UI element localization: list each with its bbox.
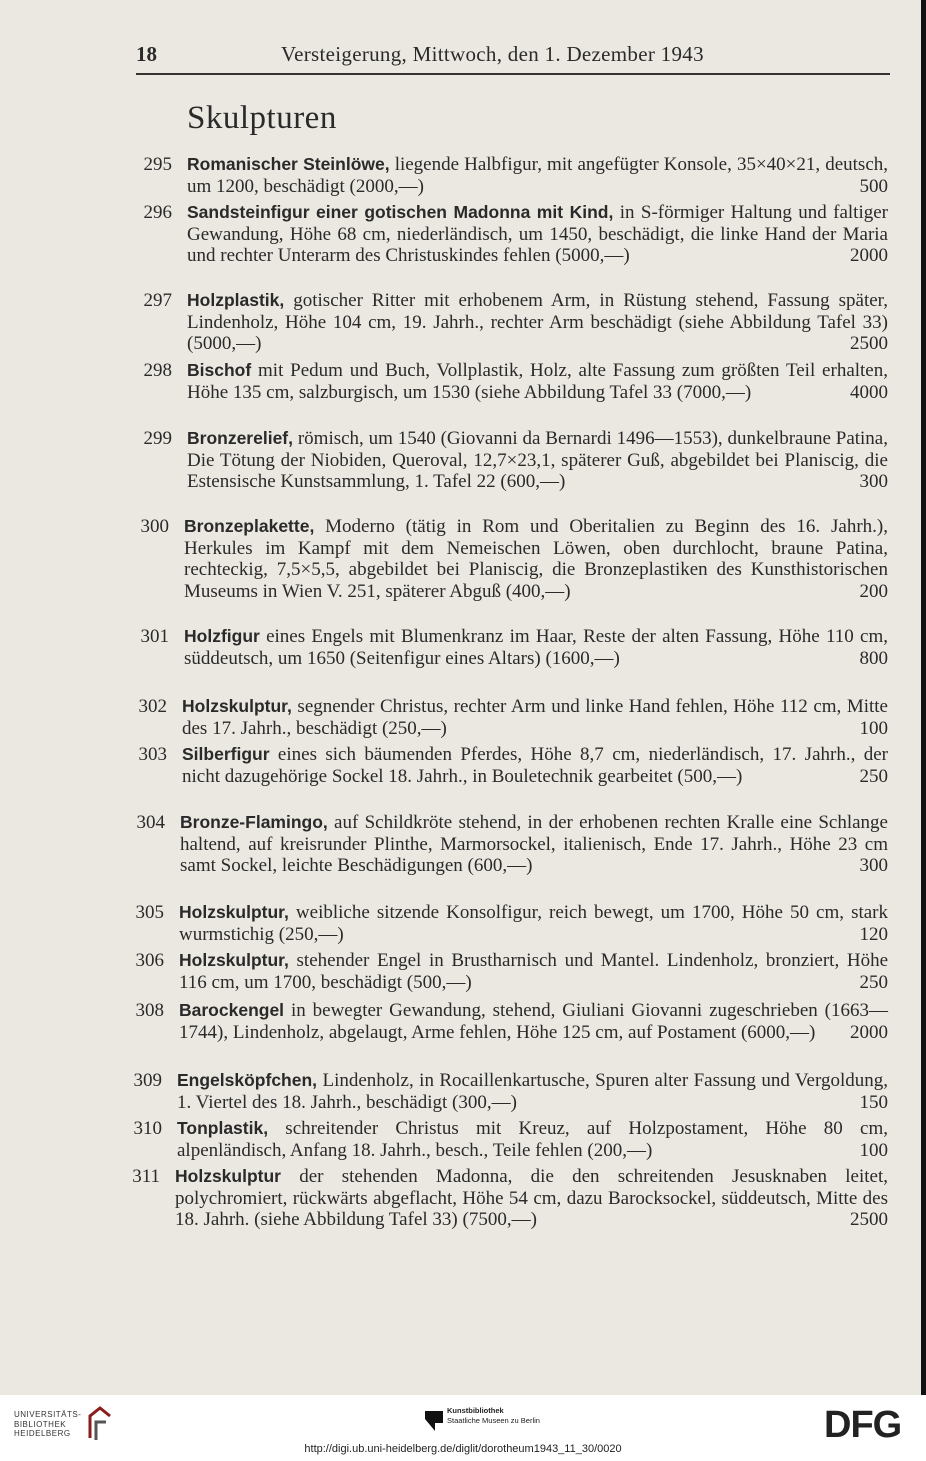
entry-text: weibliche sitzende Konsolfigur, reich bewegt, um 1700, Höhe 50 cm, stark wurmstichig (250,—) [179,902,888,945]
entry-description [187,360,888,403]
entry-title: Holzplastik, [187,290,285,310]
estimate-price: 2000 [850,245,888,267]
entry-description [187,428,888,493]
lot-number: 308 [135,1000,164,1021]
estimate-price: 2000 [850,1021,888,1043]
estimate-price: 250 [859,765,888,787]
lot-number: 302 [138,696,167,717]
page-number: 18 [136,42,157,66]
estimate-price: 4000 [850,381,888,403]
estimate-price: 100 [859,717,888,739]
lot-number: 301 [140,626,169,647]
entry-text: in bewegter Gewandung, stehend, Giuliani Giovanni zugeschrieben (1663—1744), Lindenholz, abgelaugt, Arme fehlen, Höhe 125 cm, auf Postament (6000,—) [179,1000,888,1043]
entry-description [177,1118,888,1161]
entry-description [187,290,888,355]
estimate-price: 120 [859,923,888,945]
entry-title: Engelsköpfchen, [177,1070,318,1090]
estimate-price: 300 [859,471,888,493]
entry-description [179,1000,888,1043]
entry-title: Romanischer Steinlöwe, [187,154,390,174]
lot-number: 300 [140,516,169,537]
header-rule [136,73,890,75]
entry-title: Holzskulptur, [182,696,292,716]
entry-text: eines Engels mit Blumenkranz im Haar, Reste der alten Fassung, Höhe 110 cm, süddeutsch, um 1650 (Seitenfigur eines Altars) (1600,—) [184,626,888,669]
source-url-link[interactable]: http://digi.ub.uni-heidelberg.de/diglit/dorotheum1943_11_30/0020 [304,1443,622,1455]
entry-description [182,696,888,739]
lot-number: 306 [135,950,164,971]
entry-title: Bischof [187,360,252,380]
entry-title: Barockengel [179,1000,285,1020]
entry-description [187,202,888,267]
entry-text: in S-förmiger Haltung und faltiger Gewandung, Höhe 68 cm, niederländisch, um 1450, beschädigt, die linke Hand der Maria und rechter Unterarm des Christuskindes fehlen (5000,—) [187,202,888,267]
uni-line-3: HEIDELBERG [14,1429,71,1438]
entry-description [182,744,888,787]
lot-number: 305 [135,902,164,923]
kb-line-1: Kunstbibliothek [447,1406,504,1415]
uni-line-1: UNIVERSITÄTS- [14,1410,82,1419]
running-title: Versteigerung, Mittwoch, den 1. Dezember 1943 [281,42,704,66]
entry-text: mit Pedum und Buch, Vollplastik, Holz, alte Fassung zum größten Teil erhalten, Höhe 135 cm, salzburgisch, um 1530 (siehe Abbildung Tafel 33 (7000,—) [187,360,888,403]
entry-title: Silberfigur [182,744,270,764]
entry-description [180,812,888,877]
entry-title: Sandsteinfigur einer gotischen Madonna mit Kind, [187,202,614,222]
entry-text: stehender Engel in Brustharnisch und Mantel. Lindenholz, bronziert, Höhe 116 cm, um 1700, beschädigt (500,—) [179,950,888,993]
university-logo-icon [86,1404,114,1444]
entry-title: Bronzeplakette, [184,516,315,536]
lot-number: 298 [143,360,172,381]
lot-number: 311 [132,1166,160,1187]
entry-description [179,950,888,993]
entry-description [184,626,888,669]
lot-number: 299 [143,428,172,449]
lot-number: 296 [143,202,172,223]
entry-text: römisch, um 1540 (Giovanni da Bernardi 1496—1553), dunkelbraune Patina, Die Tötung der Niobiden, Queroval, 12,7×23,1, späterer Guß, abgebildet bei Planiscig, die Estensische Kunstsammlung, 1. Tafel 22 (600,—) [187,428,888,493]
kunstbibliothek-label [447,1406,587,1426]
lot-number: 309 [133,1070,162,1091]
estimate-price: 800 [859,647,888,669]
estimate-price: 250 [859,971,888,993]
page-header [136,40,888,74]
lot-number: 295 [143,154,172,175]
lot-number: 304 [136,812,165,833]
estimate-price: 2500 [850,333,888,355]
estimate-price: 100 [859,1139,888,1161]
entry-text: Moderno (tätig in Rom und Oberitalien zu Beginn des 16. Jahrh.), Herkules im Kampf mit dem Nemeischen Löwen, oben durchlocht, braune Patina, rechteckig, 7,5×5,5, abgebildet bei Planiscig, die Bronzeplastiken des Kunsthistorischen Museums in Wien V. 251, späterer Abguß (400,—) [184,516,888,603]
uni-line-2: BIBLIOTHEK [14,1419,67,1429]
entry-title: Holzfigur [184,626,260,646]
entry-text: segnender Christus, rechter Arm und linke Hand fehlen, Höhe 112 cm, Mitte des 17. Jahrh., beschädigt (250,—) [182,696,888,739]
entry-description [177,1070,888,1113]
kb-line-2: Staatliche Museen zu Berlin [447,1416,540,1425]
entry-title: Holzskulptur, [179,902,289,922]
entry-text: der stehenden Madonna, die den schreitenden Jesusknaben leitet, polychromiert, rückwärts abgeflacht, Höhe 54 cm, dazu Barocksockel, süddeutsch, Mitte des 18. Jahrh. (siehe Abbildung Tafel 33) (7500,—) [175,1166,888,1231]
entry-text: eines sich bäumenden Pferdes, Höhe 8,7 cm, niederländisch, 17. Jahrh., der nicht dazugehörige Sockel 18. Jahrh., in Bouletechnik gearbeitet (500,—) [182,744,888,787]
entry-description [175,1166,888,1231]
entry-description [184,516,888,603]
estimate-price: 2500 [850,1209,888,1231]
entry-title: Tonplastik, [177,1118,269,1138]
lot-number: 310 [133,1118,162,1139]
section-title: Skulpturen [187,100,337,136]
entry-description [179,902,888,945]
entry-description [187,154,888,197]
lot-number: 297 [143,290,172,311]
estimate-price: 500 [859,175,888,197]
lot-number: 303 [138,744,167,765]
estimate-price: 200 [859,581,888,603]
entry-text: auf Schildkröte stehend, in der erhobenen rechten Kralle eine Schlange haltend, auf kreisrunder Plinthe, Marmorsockel, italienisch, Ende 17. Jahrh., Höhe 23 cm samt Sockel, leichte Beschädigungen (600,—) [180,812,888,877]
entry-text: liegende Halbfigur, mit angefügter Konsole, 35×40×21, deutsch, um 1200, beschädigt (2000,—) [187,154,888,197]
estimate-price: 300 [859,855,888,877]
entry-text: gotischer Ritter mit erhobenem Arm, in Rüstung stehend, Fassung später, Lindenholz, Höhe 104 cm, 19. Jahrh., rechter Arm beschädigt (siehe Abbildung Tafel 33) (5000,—) [187,290,888,355]
scan-edge-strip [921,0,926,1395]
entry-title: Holzskulptur, [179,950,289,970]
entry-text: Lindenholz, in Rocaillenkartusche, Spuren alter Fassung und Vergoldung, 1. Viertel des 18. Jahrh., beschädigt (300,—) [177,1070,888,1113]
dfg-logo: DFG [824,1404,902,1446]
kunstbibliothek-logo-icon [425,1409,443,1431]
estimate-price: 150 [859,1091,888,1113]
university-library-label [14,1410,86,1439]
entry-title: Bronze-Flamingo, [180,812,328,832]
entry-text: schreitender Christus mit Kreuz, auf Holzpostament, Höhe 80 cm, alpenländisch, Anfang 18. Jahrh., besch., Teile fehlen (200,—) [177,1118,888,1161]
entry-title: Bronzerelief, [187,428,293,448]
entry-title: Holzskulptur [175,1166,281,1186]
